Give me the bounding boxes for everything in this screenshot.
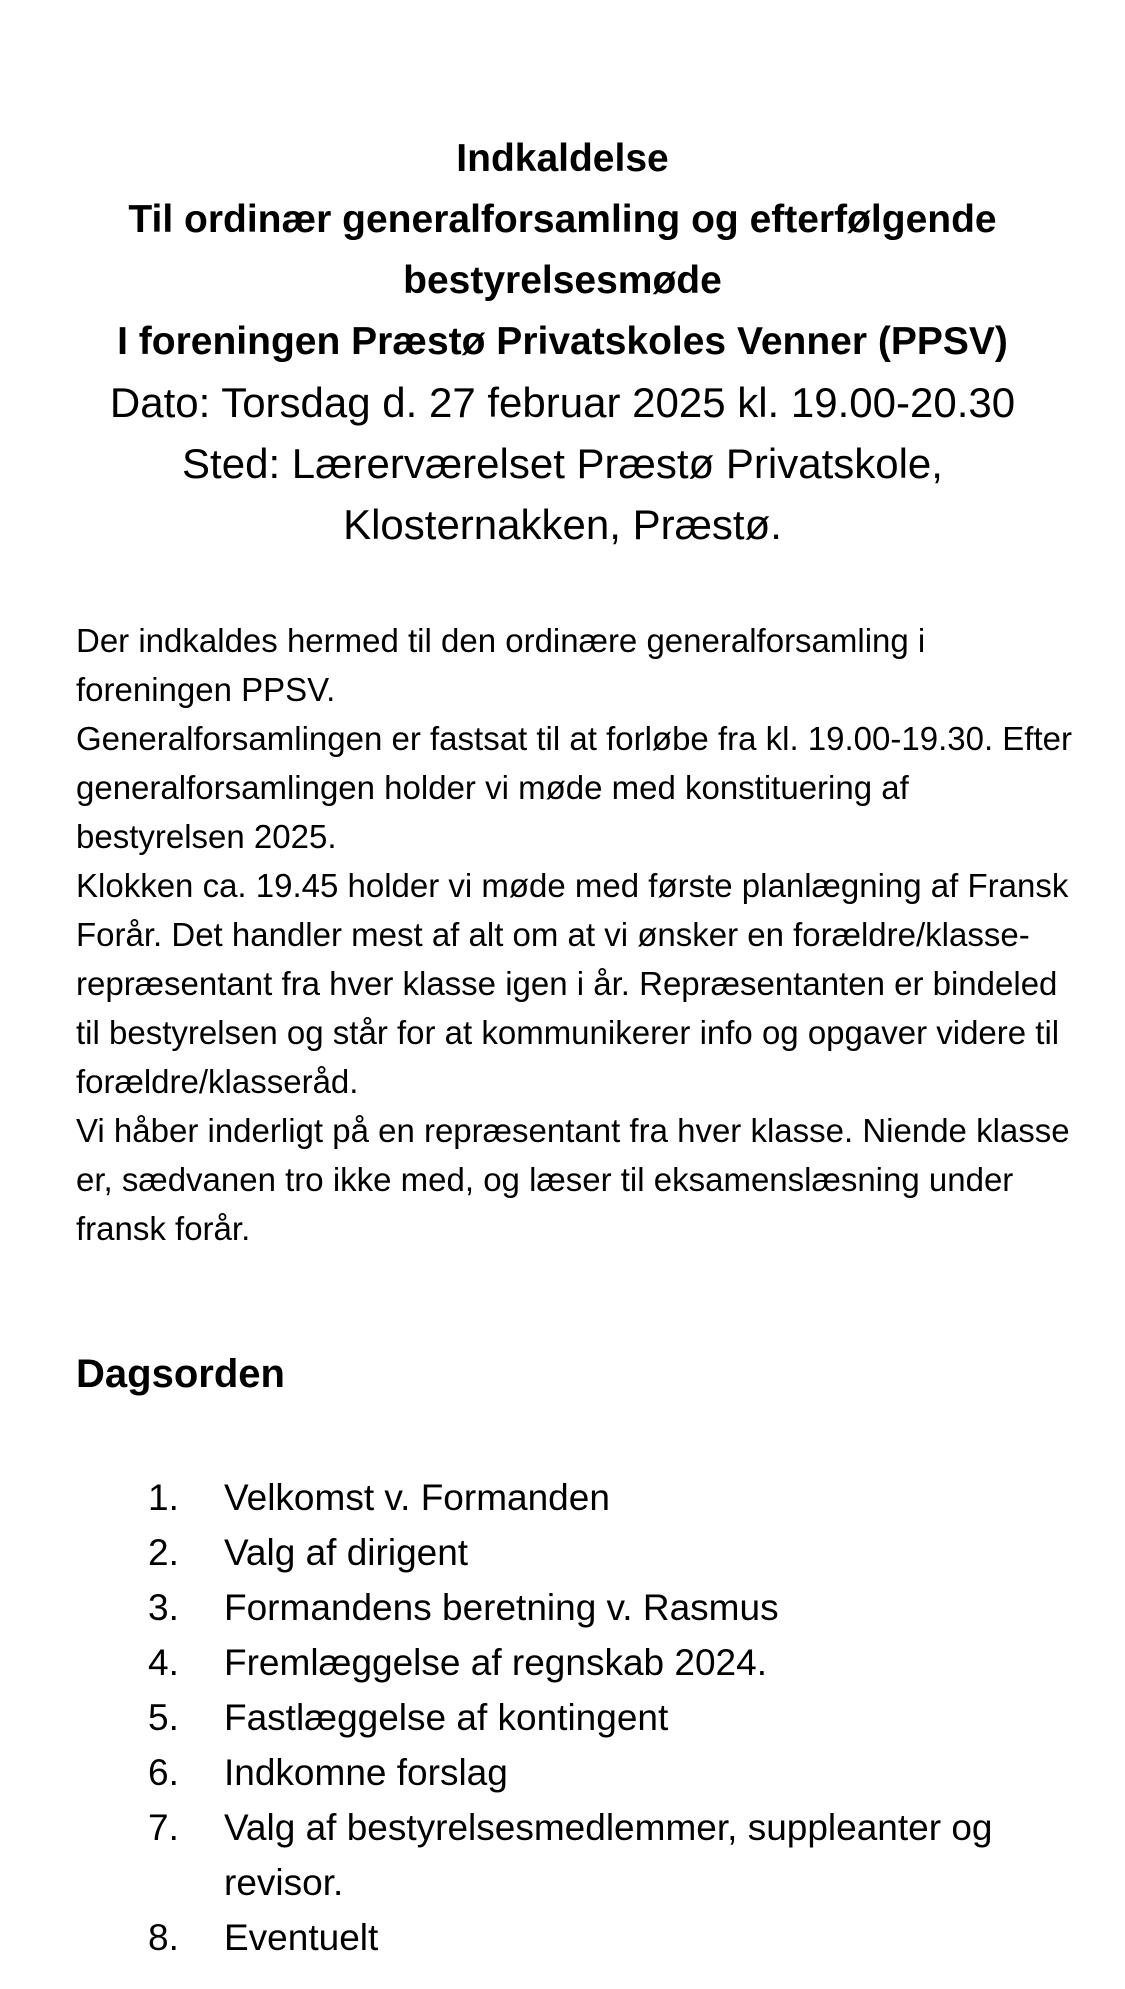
- document-subtitle-line2: bestyrelsesmøde: [403, 259, 722, 302]
- agenda-item: [148, 1470, 1048, 1525]
- body-paragraph-3: Klokken ca. 19.45 holder vi møde med første planlægning af Fransk Forår. Det handler mest af alt om at vi ønsker en forældre/klasse-repræsentant fra hver klasse igen i år. Repræsentanten er bindeled til bestyrelsen og står for at kommunikerer info og opgaver videre til forældre/klasseråd.: [76, 867, 1069, 1100]
- association-name: I foreningen Præstø Privatskoles Venner (PPSV): [117, 320, 1008, 363]
- agenda-item-number: 4.: [148, 1642, 179, 1683]
- document-header: [0, 128, 1125, 555]
- body-paragraph-4: Vi håber inderligt på en repræsentant fra hver klasse. Niende klasse er, sædvanen tro ikke med, og læser til eksamenslæsning under fransk forår.: [76, 1112, 1070, 1247]
- agenda-list: [148, 1470, 1048, 1965]
- agenda-item-text: Valg af bestyrelsesmedlemmer, suppleanter og revisor.: [224, 1807, 993, 1903]
- agenda-item-text: Fremlæggelse af regnskab 2024.: [224, 1642, 767, 1683]
- agenda-item: [148, 1910, 1048, 1965]
- agenda-item-text: Eventuelt: [224, 1917, 379, 1958]
- agenda-item-number: 2.: [148, 1532, 179, 1573]
- agenda-item-text: Formandens beretning v. Rasmus: [224, 1587, 779, 1628]
- invitation-body: [76, 616, 1076, 1253]
- agenda-item: [148, 1745, 1048, 1800]
- agenda-item-text: Indkomne forslag: [224, 1752, 508, 1793]
- agenda-title: Dagsorden: [76, 1352, 285, 1396]
- agenda-item-text: Velkomst v. Formanden: [224, 1477, 610, 1518]
- agenda-item-number: 3.: [148, 1587, 179, 1628]
- agenda-item: [148, 1800, 1048, 1910]
- body-paragraph-2: Generalforsamlingen er fastsat til at forløbe fra kl. 19.00-19.30. Efter generalforsamlingen holder vi møde med konstituering af bestyrelsen 2025.: [76, 720, 1072, 855]
- agenda-item-text: Fastlæggelse af kontingent: [224, 1697, 669, 1738]
- meeting-date: Dato: Torsdag d. 27 februar 2025 kl. 19.00-20.30: [109, 379, 1016, 426]
- agenda-item: [148, 1525, 1048, 1580]
- agenda-item-number: 5.: [148, 1697, 179, 1738]
- agenda-item: [148, 1580, 1048, 1635]
- agenda-item: [148, 1635, 1048, 1690]
- agenda-item-number: 8.: [148, 1917, 179, 1958]
- agenda-item-number: 6.: [148, 1752, 179, 1793]
- meeting-place-line1: Sted: Lærerværelset Præstø Privatskole,: [182, 440, 943, 487]
- agenda-item-number: 1.: [148, 1477, 179, 1518]
- agenda-item: [148, 1690, 1048, 1745]
- meeting-place-line2: Klosternakken, Præstø.: [343, 501, 782, 548]
- document-title: Indkaldelse: [456, 137, 669, 180]
- document-subtitle-line1: Til ordinær generalforsamling og efterfølgende: [128, 198, 997, 241]
- body-paragraph-1: Der indkaldes hermed til den ordinære generalforsamling i foreningen PPSV.: [76, 622, 926, 708]
- agenda-item-text: Valg af dirigent: [224, 1532, 469, 1573]
- agenda-item-number: 7.: [148, 1807, 179, 1848]
